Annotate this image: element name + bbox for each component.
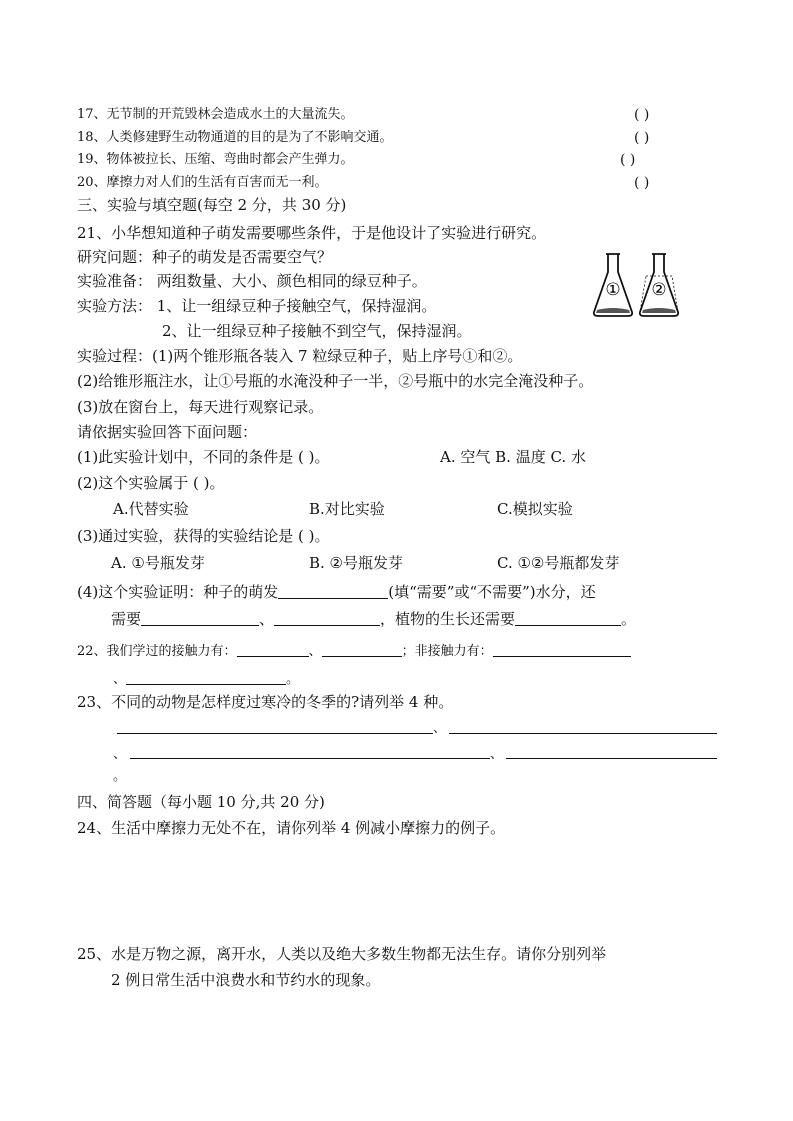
answer-paren-18[interactable]: ( ) (634, 130, 650, 146)
answer-end-mark: 。 (113, 769, 127, 784)
question-22-line-1 (77, 642, 631, 658)
experiment-process-2: (2)给锥形瓶注水，让①号瓶的水淹没种子一半，②号瓶中的水完全淹没种子。 (77, 372, 594, 390)
flask-1-label: ① (605, 280, 621, 300)
question-22-text-d: 、 (113, 672, 127, 687)
sub-question-1: (1)此实验计划中，不同的条件是 ( )。 (77, 448, 330, 466)
sub-question-3-option-c: C. ①②号瓶都发芽 (497, 554, 620, 572)
experiment-method-1: 实验方法： 1、让一组绿豆种子接触空气，保持湿润。 (77, 297, 437, 315)
answer-line-23-3[interactable] (130, 758, 490, 759)
research-question: 研究问题：种子的萌发是否需要空气？ (77, 248, 333, 266)
question-22-text-b: 、 (308, 644, 322, 659)
answer-paren-20[interactable]: ( ) (634, 175, 650, 191)
answer-prompt: 请依据实验回答下面问题： (77, 423, 258, 441)
sub-question-2: (2)这个实验属于 ( )。 (77, 474, 225, 492)
question-17: 17、无节制的开荒毁林会造成水土的大量流失。 (77, 107, 354, 122)
answer-paren-19[interactable]: ( ) (620, 152, 636, 168)
question-19: 19、物体被拉长、压缩、弯曲时都会产生弹力。 (77, 152, 354, 167)
question-25-line-1: 25、水是万物之源，离开水，人类以及绝大多数生物都无法生存。请你分别列举 (77, 945, 607, 963)
section-4-title: 四、简答题（每小题 10 分,共 20 分) (77, 793, 325, 811)
experiment-method-2: 2、让一组绿豆种子接触不到空气，保持湿润。 (162, 322, 472, 340)
experiment-process-1: 实验过程：(1)两个锥形瓶各装入 7 粒绿豆种子，贴上序号①和②。 (77, 347, 523, 365)
answer-line-23-2[interactable] (449, 733, 717, 734)
blank-contact-force-2[interactable] (322, 642, 402, 657)
question-24: 24、生活中摩擦力无处不在，请你列举 4 例减小摩擦力的例子。 (77, 819, 506, 837)
blank-condition-1[interactable] (141, 611, 259, 626)
sub-question-3: (3)通过实验，获得的实验结论是 ( )。 (77, 527, 330, 545)
question-21-intro: 21、小华想知道种子萌发需要哪些条件，于是他设计了实验进行研究。 (77, 224, 547, 242)
question-25-line-2: 2 例日常生活中浪费水和节约水的现象。 (111, 971, 381, 989)
answer-line-23-1[interactable] (117, 733, 433, 734)
experiment-prep: 实验准备： 两组数量、大小、颜色相同的绿豆种子。 (77, 272, 427, 290)
flask-2-label: ② (651, 280, 667, 300)
sub-question-4-text-e: ，植物的生长还需要 (380, 610, 516, 628)
sub-question-2-option-a: A.代替实验 (113, 500, 189, 518)
sub-question-4-text-a: (4)这个实验证明：种子的萌发 (77, 583, 279, 601)
blank-needs-water[interactable] (278, 584, 388, 599)
sub-question-4-line-1 (77, 584, 596, 600)
question-22-text-c: ；非接触力有： (401, 644, 493, 659)
blank-noncontact-force-1[interactable] (493, 642, 631, 657)
experiment-process-3: (3)放在窗台上，每天进行观察记录。 (77, 398, 324, 416)
sub-question-2-option-b: B.对比实验 (309, 500, 385, 518)
question-22-line-2 (113, 670, 299, 686)
sub-question-4-text-b: (填“需要”或“不需要”)水分，还 (388, 583, 596, 601)
question-18: 18、人类修建野生动物通道的目的是为了不影响交通。 (77, 130, 393, 145)
sub-question-4-text-c: 需要 (111, 610, 142, 628)
answer-separator-2: 、 (113, 747, 127, 762)
sub-question-1-options: A. 空气 B. 温度 C. 水 (440, 448, 586, 466)
blank-contact-force-1[interactable] (237, 642, 309, 657)
section-3-title: 三、实验与填空题(每空 2 分，共 30 分) (77, 196, 347, 214)
flask-svg (590, 250, 710, 320)
sub-question-3-option-a: A. ①号瓶发芽 (111, 554, 205, 572)
sub-question-4-text-d: 、 (259, 610, 275, 628)
question-22-text-e: 。 (286, 672, 300, 687)
answer-paren-17[interactable]: ( ) (634, 107, 650, 123)
blank-condition-2[interactable] (274, 611, 380, 626)
sub-question-3-option-b: B. ②号瓶发芽 (309, 554, 404, 572)
blank-plant-growth[interactable] (515, 611, 621, 626)
question-22-text-a: 22、我们学过的接触力有： (77, 644, 237, 659)
sub-question-2-option-c: C.模拟实验 (497, 500, 573, 518)
sub-question-4-line-2 (111, 611, 636, 627)
question-23: 23、不同的动物是怎样度过寒冷的冬季的?请列举 4 种。 (77, 693, 454, 711)
question-20: 20、摩擦力对人们的生活有百害而无一利。 (77, 175, 328, 190)
answer-separator-3: 、 (490, 747, 504, 762)
blank-noncontact-force-2[interactable] (126, 670, 286, 685)
conical-flasks-illustration (590, 250, 710, 320)
answer-separator-1: 、 (433, 721, 447, 736)
sub-question-4-text-f: 。 (621, 610, 637, 628)
answer-line-23-4[interactable] (506, 758, 717, 759)
